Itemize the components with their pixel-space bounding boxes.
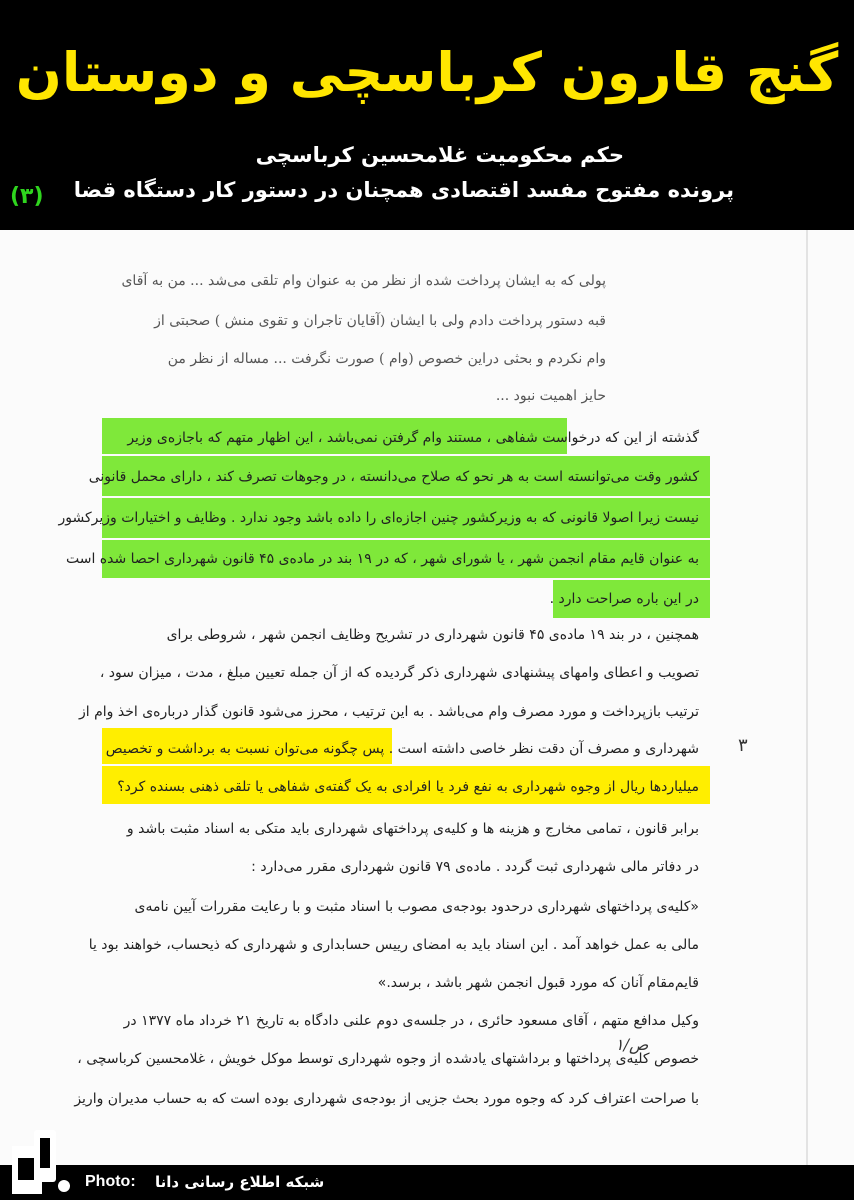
header-banner (0, 0, 854, 230)
document-line: در این باره صراحت دارد . (549, 591, 699, 607)
document-line: وکیل مدافع متهم ، آقای مسعود حائری ، در جلسه‌ی دوم علنی دادگاه به تاریخ ۲۱ خرداد ماه ۱۳۷۷ در (123, 1013, 699, 1029)
document-line: قبه دستور پرداخت دادم ولی با ایشان (آقایان تاجران و تقوی منش ) صحبتی از (154, 313, 606, 329)
logo-dot (58, 1180, 70, 1192)
document-line: قایم‌مقام آنان که مورد قبول انجمن شهر باشد ، برسد.» (377, 975, 699, 991)
subtitle-case: پرونده مفتوح مفسد اقتصادی همچنان در دستور کار دستگاه قضا (73, 178, 734, 202)
signature-mark: ۱/ص (615, 1035, 649, 1054)
document-line: گذشته از این که درخواست شفاهی ، مستند وام گرفتن نمی‌باشد ، این اظهار متهم که باجازه‌ی وزیر (127, 430, 699, 446)
document-line: با صراحت اعتراف کرد که وجوه مورد بحث جزیی از بودجه‌ی شهرداری بوده است که به حساب مدیران واریز (74, 1091, 699, 1107)
document-line: حایز اهمیت نبود ... (495, 388, 606, 404)
photo-credit-name: شبکه اطلاع رسانی دانا (155, 1173, 325, 1191)
dana-logo-icon (10, 1128, 76, 1196)
document-line: «کلیه‌ی پرداختهای شهرداری درحدود بودجه‌ی مصوب با اسناد مثبت و با رعایت مقررات آیین نامه‌ی (134, 899, 699, 915)
subtitle-verdict: حکم محکومیت غلامحسین کرباسچی (255, 143, 624, 167)
footer-bar (0, 1165, 854, 1200)
part-number-badge: (۳) (10, 184, 44, 209)
document-line: در دفاتر مالی شهرداری ثبت گردد . ماده‌ی ۷۹ قانون شهرداری مقرر می‌دارد : (251, 859, 699, 875)
photo-credit-label: Photo: (85, 1173, 136, 1190)
scanned-document (0, 230, 854, 1165)
document-line: ترتیب بازپرداخت و مورد مصرف وام می‌باشد . به این ترتیب ، محرز می‌شود قانون گذار درباره‌ی اخذ وام از (79, 704, 699, 720)
document-line: شهرداری و مصرف آن دقت نظر خاصی داشته است . پس چگونه می‌توان نسبت به برداشت و تخصیص (105, 741, 699, 757)
document-line: کشور وقت می‌توانسته است به هر نحو که صلاح می‌دانسته ، در وجوهات تصرف کند ، دارای محمل قانونی (88, 469, 699, 485)
document-line: پولی که به ایشان پرداخت شده از نظر من به عنوان وام تلقی می‌شد ... من به آقای (121, 273, 606, 289)
document-line: خصوص کلیه‌ی پرداختها و برداشتهای یادشده از وجوه شهرداری توسط موکل خویش ، غلامحسین کرباسچی ، (77, 1051, 699, 1067)
document-line: برابر قانون ، تمامی مخارج و هزینه ها و کلیه‌ی پرداختهای شهرداری باید متکی به اسناد مثبت باشد و (126, 821, 699, 837)
page-edge-line (806, 230, 808, 1165)
document-line: نیست زیرا اصولا قانونی که به وزیرکشور چنین اجازه‌ای را داده باشد وجود ندارد . وظایف و اختیارات وزیرکشور (58, 510, 699, 526)
document-line: تصویب و اعطای وامهای پیشنهادی شهرداری ذکر گردیده که از آن جمله تعیین مبلغ ، مدت ، میزان سود ، (99, 665, 699, 681)
logo-cutout (18, 1158, 34, 1180)
document-line: مالی به عمل خواهد آمد . این اسناد باید به امضای رییس حسابداری و شهرداری که ذیحساب، خواهند بود یا (88, 937, 699, 953)
document-line: همچنین ، در بند ۱۹ ماده‌ی ۴۵ قانون شهرداری در تشریح وظایف انجمن شهر ، شروطی برای (166, 627, 699, 643)
document-line: میلیاردها ریال از وجوه شهرداری به نفع فرد یا افرادی به یک گفته‌ی شفاهی یا تلقی ذهنی بسنده کرد؟ (117, 779, 699, 795)
margin-handwritten-mark: ۳ (738, 735, 748, 756)
document-line: وام نکردم و بحثی دراین خصوص (وام ) صورت نگرفت ... مساله از نظر من (167, 351, 606, 367)
logo-cutout (40, 1138, 50, 1168)
document-line: به عنوان قایم مقام انجمن شهر ، یا شورای شهر ، که در ۱۹ بند در ماده‌ی ۴۵ قانون شهرداری احصا شده است (65, 551, 699, 567)
page-title: گنج قارون کرباسچی و دوستان (15, 41, 839, 104)
